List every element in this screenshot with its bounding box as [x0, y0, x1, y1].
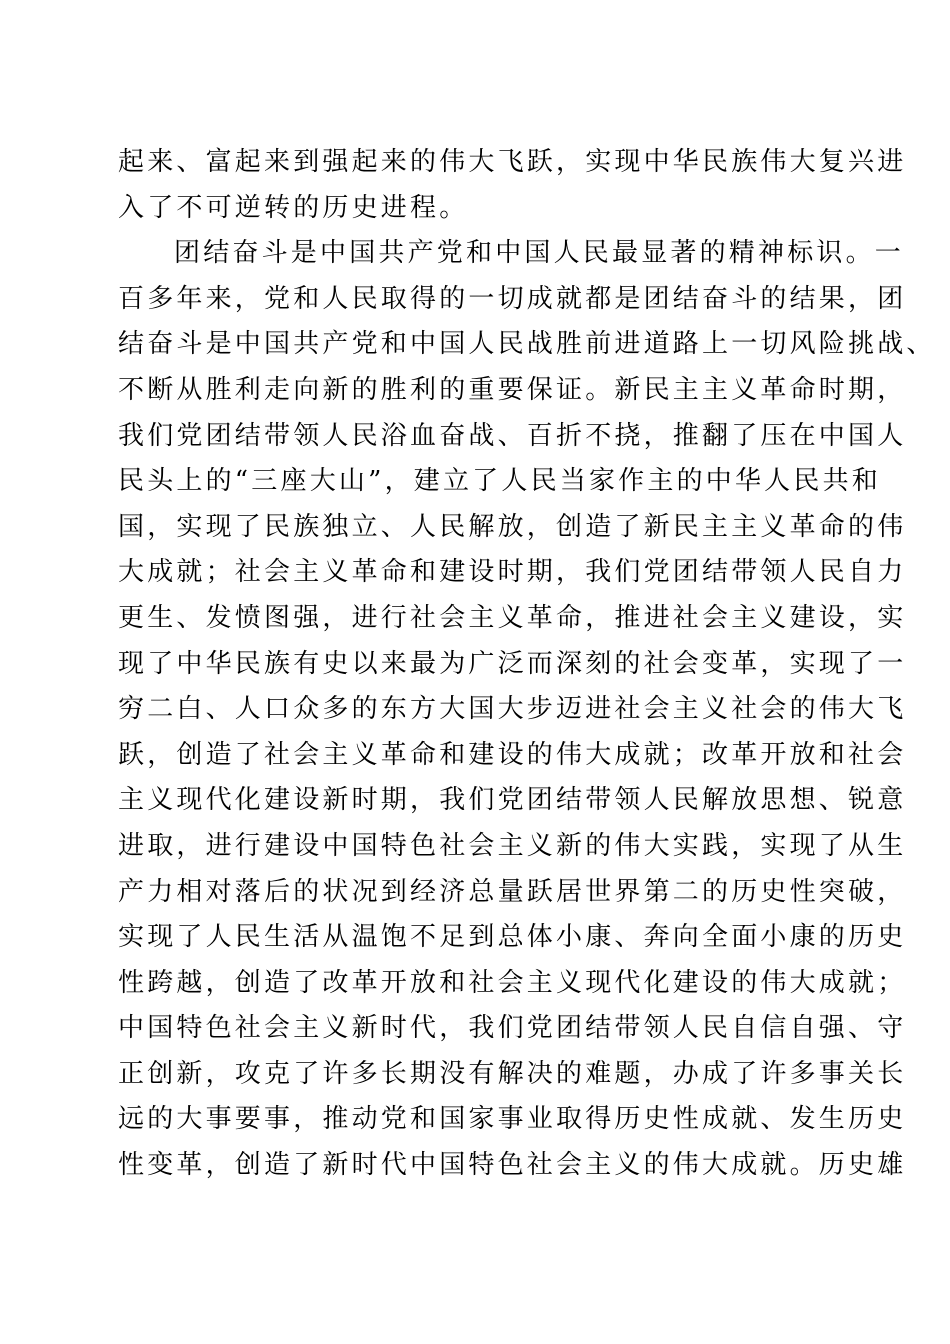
text-line: 百多年来，党和人民取得的一切成就都是团结奋斗的结果，团	[118, 283, 907, 314]
body-text	[118, 140, 936, 1189]
text-line: 中国特色社会主义新时代，我们党团结带领人民自信自强、守	[118, 1013, 907, 1044]
text-line: 国，实现了民族独立、人民解放，创造了新民主主义革命的伟	[118, 511, 907, 542]
text-line: 产力相对落后的状况到经济总量跃居世界第二的历史性突破，	[118, 876, 907, 907]
text-line: 远的大事要事，推动党和国家事业取得历史性成就、发生历史	[118, 1104, 907, 1135]
text-line: 现了中华民族有史以来最为广泛而深刻的社会变革，实现了一	[118, 648, 907, 679]
text-line: 起来、富起来到强起来的伟大飞跃，实现中华民族伟大复兴进	[118, 147, 907, 177]
text-line: 主义现代化建设新时期，我们党团结带领人民解放思想、锐意	[118, 785, 907, 816]
text-line: 民头上的“三座大山”，建立了人民当家作主的中华人民共和	[118, 466, 881, 497]
text-line: 大成就；社会主义革命和建设时期，我们党团结带领人民自力	[118, 557, 907, 588]
text-line: 正创新，攻克了许多长期没有解决的难题，办成了许多事关长	[118, 1058, 907, 1089]
text-line: 更生、发愤图强，进行社会主义革命，推进社会主义建设，实	[118, 602, 907, 633]
text-line: 入了不可逆转的历史进程。	[118, 192, 469, 223]
text-line: 跃，创造了社会主义革命和建设的伟大成就；改革开放和社会	[118, 739, 907, 770]
text-line: 进取，进行建设中国特色社会主义新的伟大实践，实现了从生	[118, 830, 907, 861]
text-line: 性跨越，创造了改革开放和社会主义现代化建设的伟大成就；	[118, 967, 907, 998]
text-line: 穷二白、人口众多的东方大国大步迈进社会主义社会的伟大飞	[118, 694, 907, 725]
text-line: 实现了人民生活从温饱不足到总体小康、奔向全面小康的历史	[118, 922, 907, 953]
text-line: 性变革，创造了新时代中国特色社会主义的伟大成就。历史雄	[118, 1150, 907, 1181]
text-line: 不断从胜利走向新的胜利的重要保证。新民主主义革命时期，	[118, 374, 907, 405]
text-line: 结奋斗是中国共产党和中国人民战胜前进道路上一切风险挑战、	[118, 329, 936, 360]
paragraph-first-line: 团结奋斗是中国共产党和中国人民最显著的精神标识。一	[174, 238, 905, 269]
text-line: 我们党团结带领人民浴血奋战、百折不挠，推翻了压在中国人	[118, 420, 907, 451]
